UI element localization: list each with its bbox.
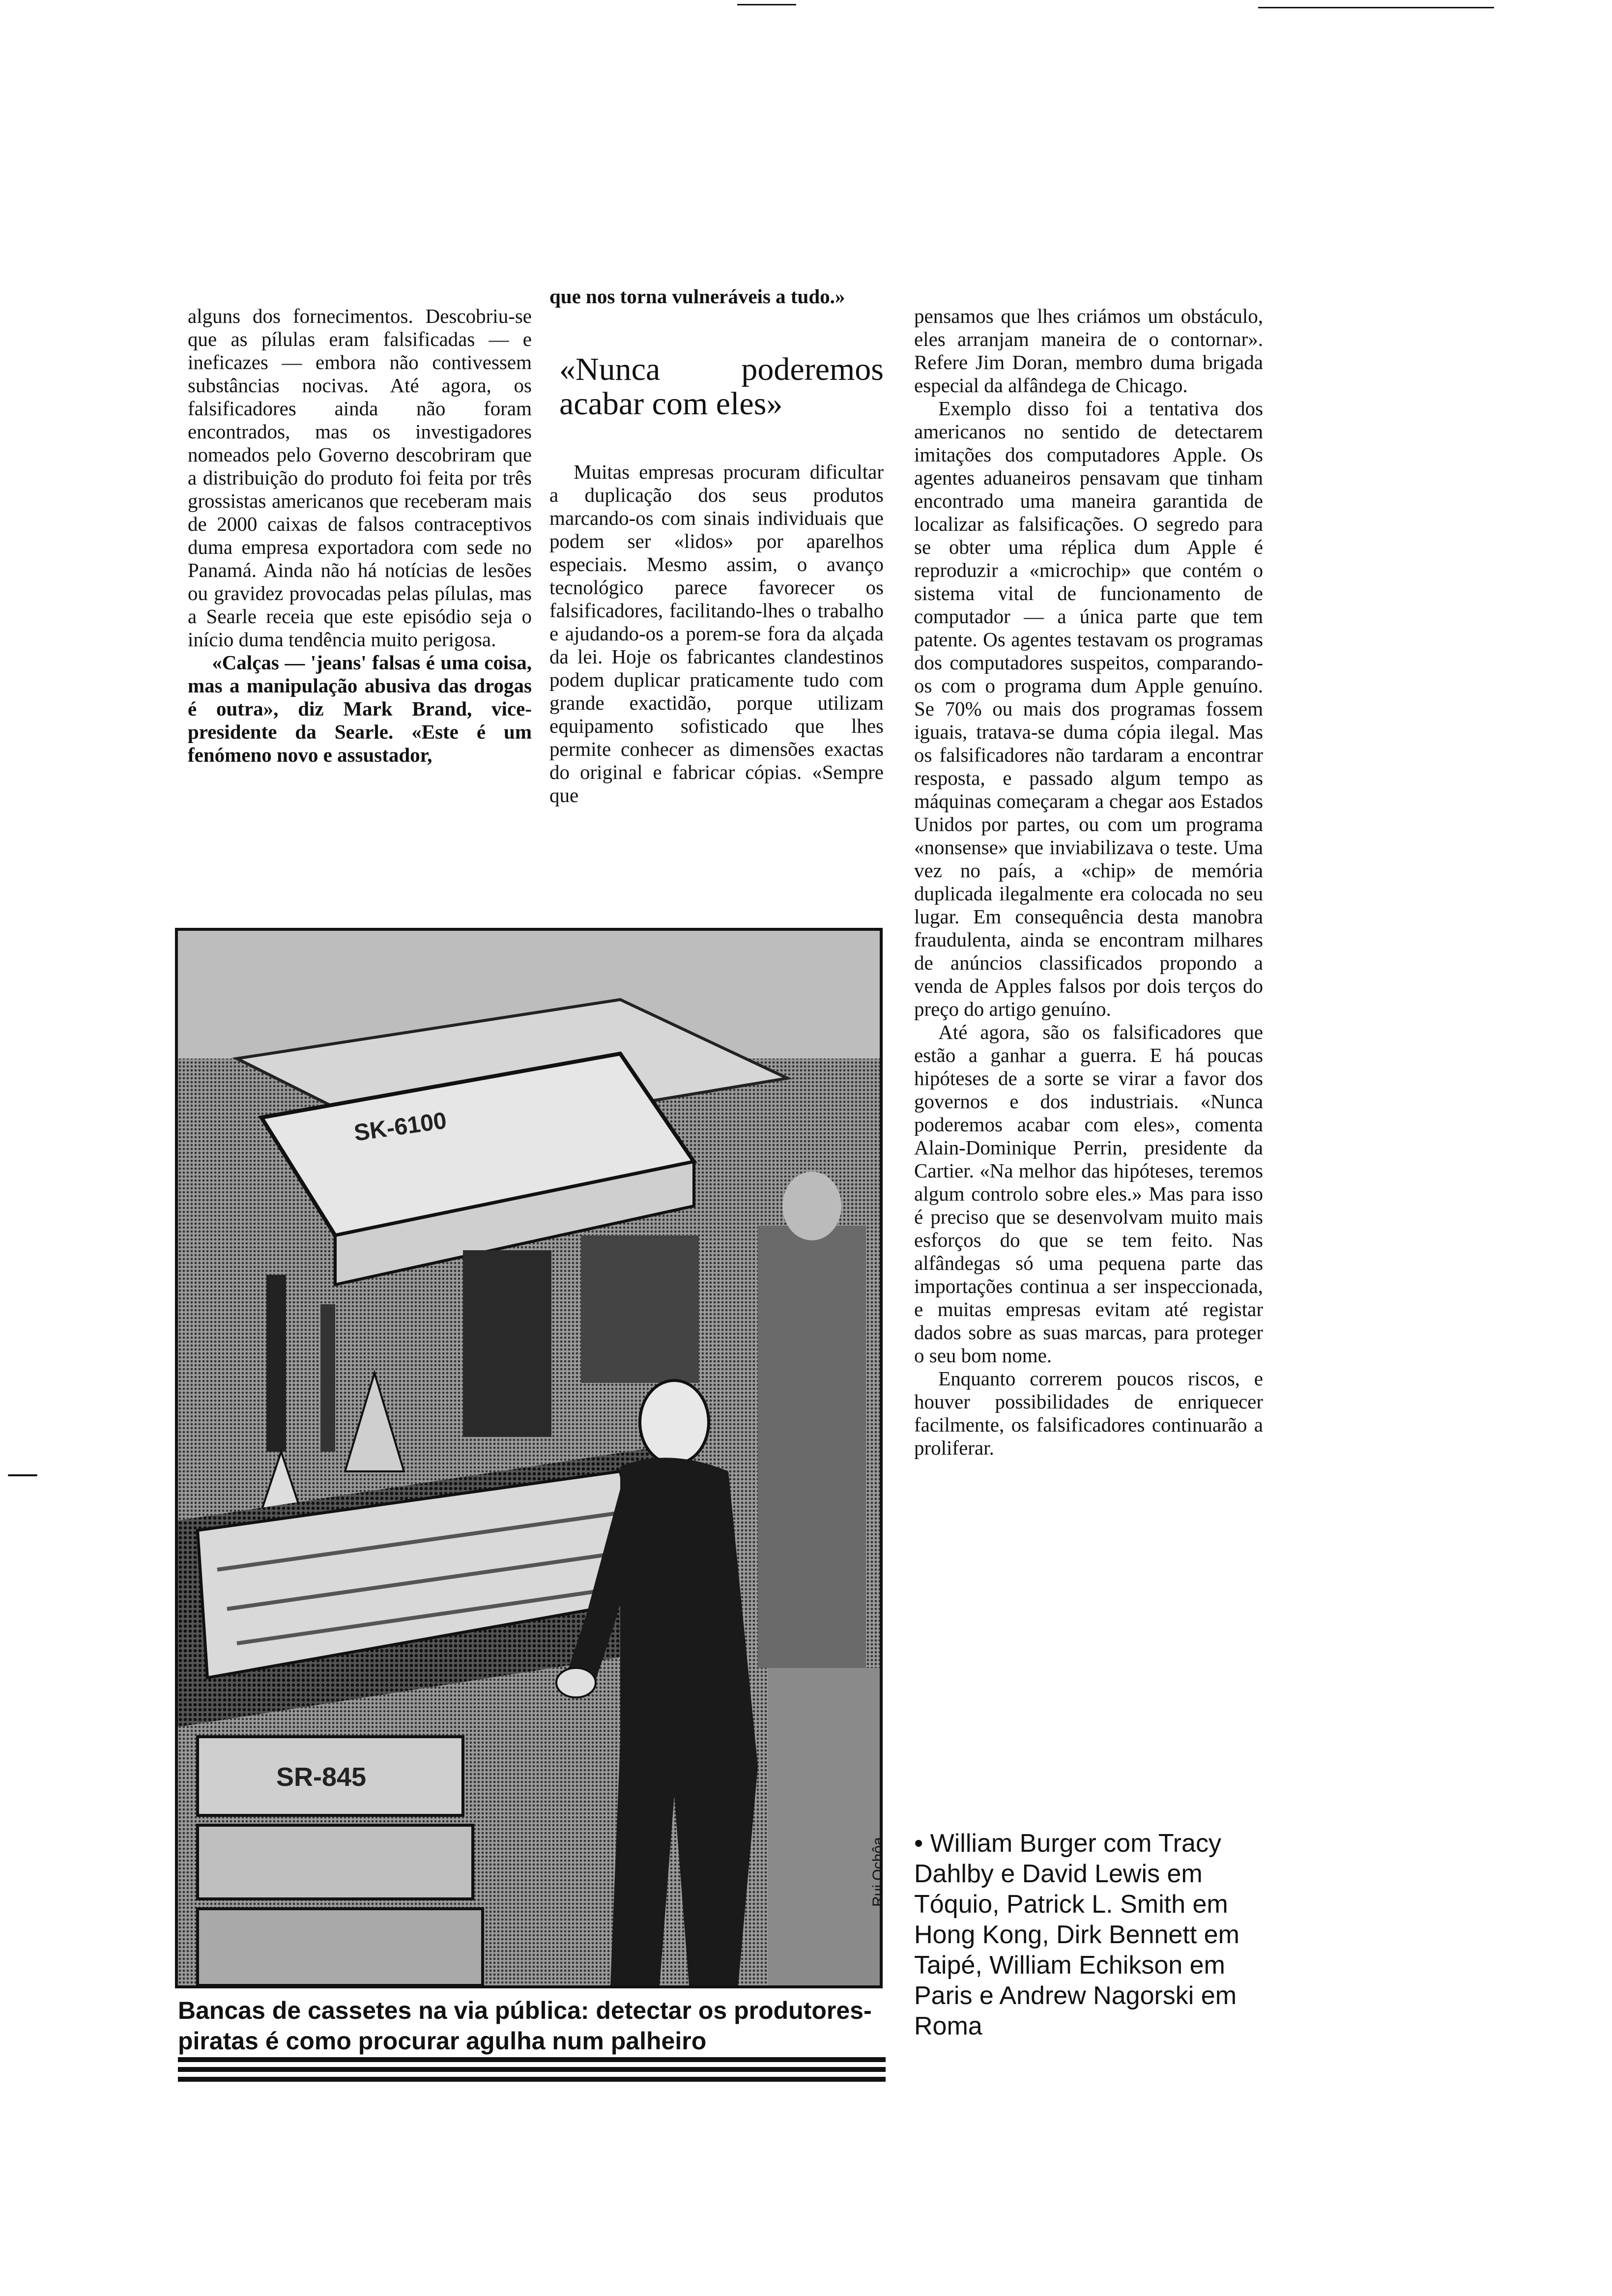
right-paragraph-1: pensamos que lhes criámos um obstáculo, eles arranjam maneira de o contornar». Refere Jim Doran, membro duma brigada especial da alfândega de Chicago. (914, 305, 1263, 397)
photo-illustration (178, 931, 880, 1985)
article-column-right (914, 305, 1263, 1460)
street-stall-photo (175, 928, 883, 1988)
photo-sign-top: SK-6100 (352, 1107, 449, 1147)
left-paragraph-2: «Calças — 'jeans' falsas é uma coisa, mas a manipulação abusiva das drogas é outra», diz Mark Brand, vice-presidente da Searle. «Este é um fenómeno novo e assustador, (188, 651, 532, 766)
right-paragraph-2: Exemplo disso foi a tentativa dos americanos no sentido de detectarem imitações dos computadores Apple. Os agentes aduaneiros pensavam que tinham encontrado uma maneira garantida de localizar as falsificações. O segredo para se obter uma réplica dum Apple é reproduzir a «microchip» que contém o sistema vital de funcionamento de computador — a única parte que tem patente. Os agentes testavam os programas dos computadores suspeitos, comparando-os com o programa dum Apple genuíno. Se 70% ou mais dos programas fossem iguais, tratava-se duma cópia ilegal. Mas os falsificadores não tardaram a encontrar resposta, e passado algum tempo as máquinas começaram a chegar aos Estados Unidos por partes, ou com um programa «nonsense» que inviabilizava o teste. Uma vez no país, a «chip» de memória duplicada ilegalmente era colocada no seu lugar. Em consequência desta manobra fraudulenta, ainda se encontram milhares de anúncios classificados propondo a venda de Apples falsos por dois terços do preço do artigo genuíno. (914, 397, 1263, 1020)
photo-sign-bottom: SR-845 (276, 1762, 367, 1792)
right-paragraph-4: Enquanto correrem poucos riscos, e houver possibilidades de enriquecer facilmente, os falsificadores continuarão a proliferar. (914, 1367, 1263, 1459)
article-column-middle (549, 285, 884, 807)
article-column-left (188, 305, 532, 767)
scan-mark-left (8, 1474, 37, 1476)
scan-mark-top-right (1258, 7, 1494, 8)
photo-credit: Rui Ochôa (870, 1837, 886, 1907)
caption-rule-3 (178, 2077, 886, 2082)
caption-rule-1 (178, 2057, 886, 2062)
article-subhead: «Nunca poderemos acabar com eles» (559, 351, 884, 422)
scan-mark-top (737, 4, 796, 5)
middle-paragraph-1: Muitas empresas procuram dificultar a duplicação dos seus produtos marcando-os com sinais individuais que podem ser «lidos» por aparelhos especiais. Mesmo assim, o avanço tecnológico parece favorecer os falsificadores, facilitando-lhes o trabalho e ajudando-os a porem-se fora da alçada da lei. Hoje os fabricantes clandestinos podem duplicar praticamente tudo com grande exactidão, porque utilizam equipamento sofisticado que lhes permite conhecer as dimensões exactas do original e fabricar cópias. «Sempre que (549, 460, 884, 806)
middle-paragraph-top: que nos torna vulneráveis a tudo.» (549, 285, 845, 308)
caption-rule-2 (178, 2067, 886, 2072)
photo-caption: Bancas de cassetes na via pública: detectar os produtores-piratas é como procurar agulha num palheiro (178, 1997, 872, 2055)
article-byline: • William Burger com Tracy Dahlby e David Lewis em Tóquio, Patrick L. Smith em Hong Kong, Dirk Bennett em Taipé, William Echikson em Paris e Andrew Nagorski em Roma (914, 1829, 1239, 2040)
left-paragraph-1: alguns dos fornecimentos. Descobriu-se que as pílulas eram falsificadas — e ineficazes — embora não contivessem substâncias nocivas. Até agora, os falsificadores ainda não foram encontrados, mas os investigadores nomeados pelo Governo descobriram que a distribuição do produto foi feita por três grossistas americanos que receberam mais de 2000 caixas de falsos contraceptivos duma empresa exportadora com sede no Panamá. Ainda não há notícias de lesões ou gravidez provocadas pelas pílulas, mas a Searle receia que este episódio seja o início duma tendência muito perigosa. (188, 305, 532, 651)
right-paragraph-3: Até agora, são os falsificadores que estão a ganhar a guerra. E há poucas hipóteses de a sorte se virar a favor dos governos e dos industriais. «Nunca poderemos acabar com eles», comenta Alain-Dominique Perrin, presidente da Cartier. «Na melhor das hipóteses, teremos algum controlo sobre eles.» Mas para isso é preciso que se desenvolvam muito mais esforços do que se tem feito. Nas alfândegas só uma pequena parte das importações continua a ser inspeccionada, e muitas empresas evitam até registar dados sobre as suas marcas, para proteger o seu bom nome. (914, 1021, 1263, 1367)
